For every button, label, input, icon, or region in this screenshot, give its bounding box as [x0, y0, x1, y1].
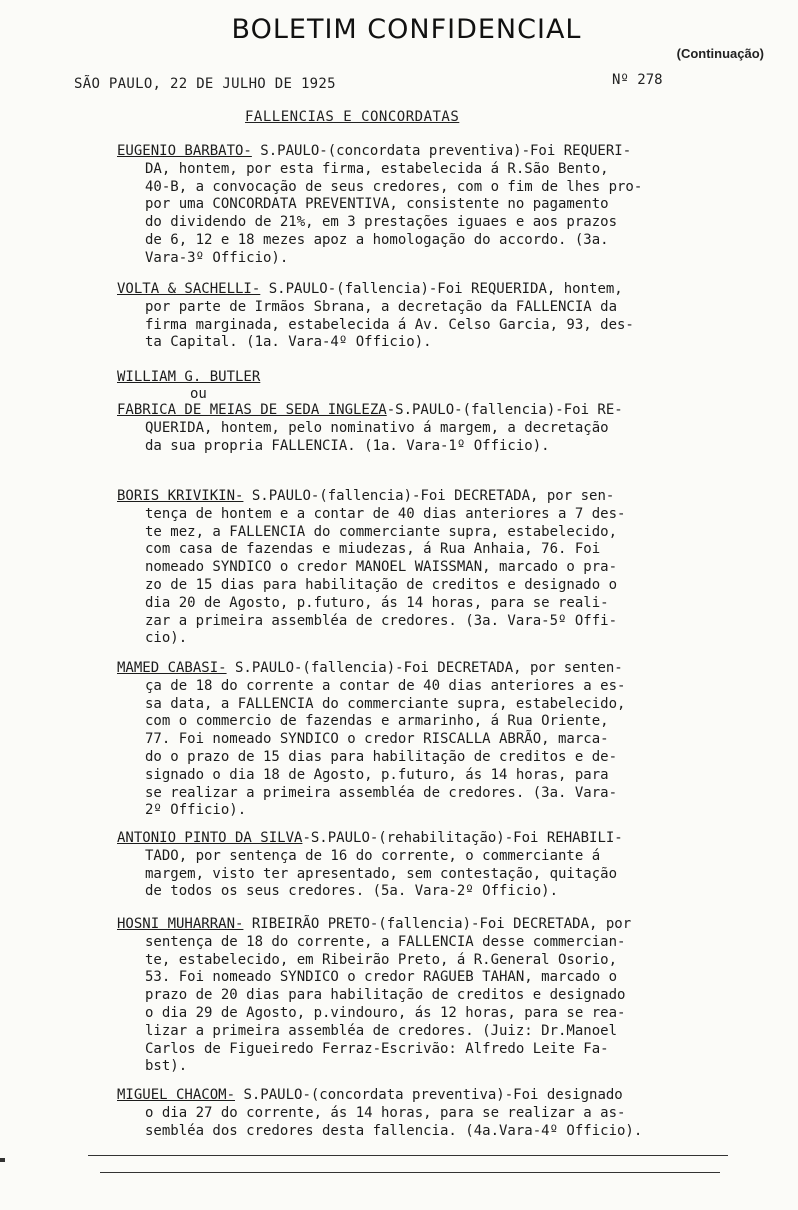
entry-name: VOLTA & SACHELLI-	[117, 281, 261, 297]
entry-line: de todos os seus credores. (5a. Vara-2º Officio).	[145, 883, 559, 900]
entry-fabrica-meias	[117, 402, 737, 455]
entry-name: FABRICA DE MEIAS DE SEDA INGLEZA	[117, 402, 387, 418]
entry-name: MAMED CABASI-	[117, 660, 227, 676]
entry-line: 2º Officio).	[145, 802, 247, 819]
entry-name-alt: WILLIAM G. BUTLER	[117, 369, 261, 385]
entry-line: zo de 15 dias para habilitação de creditos e designado o	[145, 576, 618, 593]
entry-line: o dia 27 do corrente, ás 14 horas, para se realizar a as-	[145, 1104, 626, 1121]
entry-name: HOSNI MUHARRAN-	[117, 916, 244, 932]
entry-mamed-cabasi	[117, 660, 737, 820]
entry-line: o dia 29 de Agosto, p.vindouro, ás 12 horas, para se rea-	[145, 1004, 626, 1021]
entry-line: 40-B, a convocação de seus credores, com o fim de lhes pro-	[145, 178, 643, 195]
footer-rule-bottom	[100, 1172, 720, 1173]
entry-first-line: FABRICA DE MEIAS DE SEDA INGLEZA-S.PAULO-(fallencia)-Foi RE-	[117, 402, 623, 418]
bulletin-number: Nº 278	[612, 72, 663, 88]
continuation-label: (Continuação)	[676, 46, 764, 61]
entry-line: QUERIDA, hontem, pelo nominativo á margem, a decretação	[145, 419, 609, 436]
entry-line: Vara-3º Officio).	[145, 249, 289, 266]
entry-first-line: VOLTA & SACHELLI- S.PAULO-(fallencia)-Foi REQUERIDA, hontem,	[117, 281, 623, 297]
entry-line: nomeado SYNDICO o credor MANOEL WAISSMAN, marcado o pra-	[145, 559, 618, 576]
entry-line: do o prazo de 15 dias para habilitação de creditos e de-	[145, 748, 618, 765]
entry-first-line: MAMED CABASI- S.PAULO-(fallencia)-Foi DECRETADA, por senten-	[117, 660, 623, 676]
entry-first-line: HOSNI MUHARRAN- RIBEIRÃO PRETO-(fallencia)-Foi DECRETADA, por	[117, 916, 632, 932]
entry-name: MIGUEL CHACOM-	[117, 1087, 236, 1103]
entry-line: bst).	[145, 1058, 188, 1075]
entry-name: EUGENIO BARBATO-	[117, 143, 252, 159]
entry-line: firma marginada, estabelecida á Av. Celso Garcia, 93, des-	[145, 316, 634, 333]
entry-antonio-pinto	[117, 830, 737, 901]
entry-line: signado o dia 18 de Agosto, p.futuro, ás 14 horas, para	[145, 766, 609, 783]
entry-eugenio-barbato	[117, 143, 737, 268]
entry-line: sentença de 18 do corrente, a FALLENCIA desse commercian-	[145, 933, 626, 950]
entry-line: do dividendo de 21%, em 3 prestações iguaes e aos prazos	[145, 214, 618, 231]
entry-miguel-chacom	[117, 1087, 737, 1140]
entry-volta-sachelli	[117, 281, 737, 352]
entry-line: ça de 18 do corrente a contar de 40 dias anteriores a es-	[145, 677, 626, 694]
bulletin-title: BOLETIM CONFIDENCIAL	[231, 14, 582, 45]
entry-line: Carlos de Figueiredo Ferraz-Escrivão: Alfredo Leite Fa-	[145, 1040, 609, 1057]
entry-line: ta Capital. (1a. Vara-4º Officio).	[145, 334, 432, 351]
entry-line: por uma CONCORDATA PREVENTIVA, consistente no pagamento	[145, 196, 609, 213]
entry-line: cio).	[145, 630, 188, 647]
entry-line: dia 20 de Agosto, p.futuro, ás 14 horas, para se reali-	[145, 594, 609, 611]
entry-line: zar a primeira assembléa de credores. (3a. Vara-5º Offi-	[145, 612, 618, 629]
entry-line: DA, hontem, por esta firma, estabelecida á R.São Bento,	[145, 160, 609, 177]
entry-hosni-muharran	[117, 916, 737, 1076]
entry-line: por parte de Irmãos Sbrana, a decretação da FALLENCIA da	[145, 298, 618, 315]
entry-line: se realizar a primeira assembléa de credores. (3a. Vara-	[145, 784, 618, 801]
entry-line: 53. Foi nomeado SYNDICO o credor RAGUEB TAHAN, marcado o	[145, 969, 618, 986]
footer-rule-top	[88, 1155, 728, 1156]
entry-name: BORIS KRIVIKIN-	[117, 488, 244, 504]
entry-first-line: MIGUEL CHACOM- S.PAULO-(concordata preventiva)-Foi designado	[117, 1087, 623, 1103]
entry-line: te mez, a FALLENCIA do commerciante supra, estabelecido,	[145, 523, 618, 540]
entry-line: de 6, 12 e 18 mezes apoz a homologação do accordo. (3a.	[145, 231, 609, 248]
entry-boris-krivikin	[117, 488, 737, 648]
entry-line: 77. Foi nomeado SYNDICO o credor RISCALLA ABRÃO, marca-	[145, 731, 609, 748]
entry-first-line: EUGENIO BARBATO- S.PAULO-(concordata preventiva)-Foi REQUERI-	[117, 143, 632, 159]
entry-line: prazo de 20 dias para habilitação de creditos e designado	[145, 987, 626, 1004]
entry-name-or: ou	[190, 386, 207, 402]
entry-first-line: BORIS KRIVIKIN- S.PAULO-(fallencia)-Foi DECRETADA, por sen-	[117, 488, 615, 504]
entry-line: com casa de fazendas e miudezas, á Rua Anhaia, 76. Foi	[145, 541, 601, 558]
entry-line: lizar a primeira assembléa de credores. (Juiz: Dr.Manoel	[145, 1022, 618, 1039]
entry-line: TADO, por sentença de 16 do corrente, o commerciante á	[145, 847, 601, 864]
entry-line: te, estabelecido, em Ribeirão Preto, á R.General Osorio,	[145, 951, 618, 968]
entry-line: sa data, a FALLENCIA do commerciante supra, estabelecido,	[145, 695, 626, 712]
section-title: FALLENCIAS E CONCORDATAS	[245, 109, 460, 125]
entry-first-line: ANTONIO PINTO DA SILVA-S.PAULO-(rehabilitação)-Foi REHABILI-	[117, 830, 623, 846]
entry-line: com o commercio de fazendas e armarinho, á Rua Oriente,	[145, 713, 609, 730]
entry-line: da sua propria FALLENCIA. (1a. Vara-1º Officio).	[145, 437, 550, 454]
entry-name: ANTONIO PINTO DA SILVA	[117, 830, 303, 846]
entry-line: margem, visto ter apresentado, sem contestação, quitação	[145, 865, 618, 882]
scan-mark	[0, 1158, 5, 1162]
entry-line: sembléa dos credores desta fallencia. (4a.Vara-4º Officio).	[145, 1122, 643, 1139]
entry-line: tença de hontem e a contar de 40 dias anteriores a 7 des-	[145, 505, 626, 522]
dateline: SÃO PAULO, 22 DE JULHO DE 1925	[74, 76, 336, 92]
